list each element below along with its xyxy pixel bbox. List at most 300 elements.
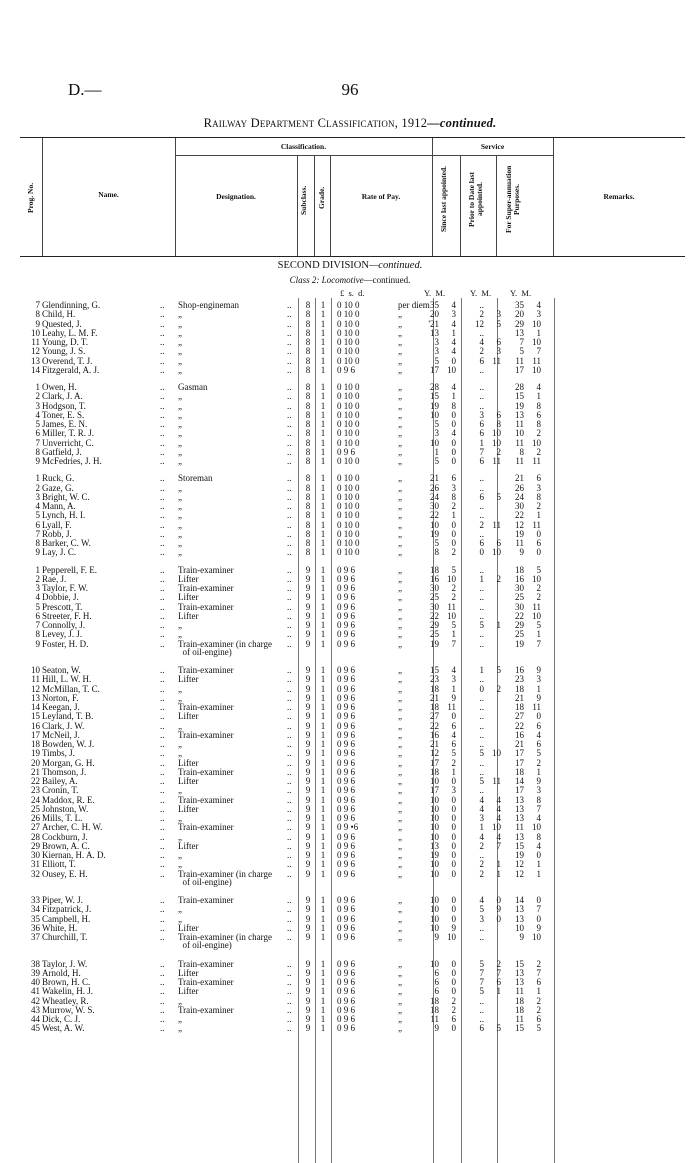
cell-gr: 1 [320, 822, 326, 833]
cell-ty: 25 [515, 629, 524, 640]
prog-no-header: Prog. No. [26, 182, 35, 214]
cell-sub: 9 [305, 601, 311, 612]
leader-dots: .. [287, 573, 292, 584]
cell-per: „ [398, 895, 402, 905]
cell-rate: 0 10 0 [337, 300, 360, 310]
cell-name: Barker, C. W. [42, 538, 91, 548]
cell-per: „ [398, 583, 402, 593]
cell-rate: 0 9 6 [337, 692, 355, 703]
cell-des: „ [178, 748, 182, 759]
cell-name: Arnold, H. [42, 967, 81, 978]
time-units-since: Y. M. [424, 288, 446, 298]
cell-sm: 4 [451, 337, 456, 347]
leader-dots: .. [287, 456, 292, 466]
cell-sub: 9 [305, 995, 311, 1006]
cell-des: Gasman [178, 382, 208, 392]
cell-per: „ [398, 720, 402, 731]
cell-rate: 0 10 0 [337, 456, 360, 466]
leader-dots: .. [160, 318, 165, 329]
cell-sub: 9 [305, 785, 311, 796]
cell-sm: 0 [451, 803, 456, 814]
time-units-super: Y. M. [510, 288, 532, 298]
cell-gr: 1 [320, 391, 326, 402]
cell-no: 13 [31, 692, 40, 703]
cell-gr: 1 [320, 868, 326, 879]
cell-des: „ [178, 629, 182, 640]
cell-sy: 18 [430, 702, 439, 712]
cell-tm: 5 [536, 564, 541, 575]
leader-dots: .. [287, 859, 292, 870]
cell-sub: 8 [305, 501, 311, 511]
cell-sub: 9 [305, 748, 311, 759]
leader-dots: .. [160, 958, 165, 969]
cell-tm: 8 [536, 491, 541, 502]
leader-dots: .. [287, 428, 292, 439]
cell-name: Churchill, T. [42, 932, 88, 942]
cell-rate: 0 9 6 [337, 674, 355, 685]
cell-des: Train-examiner [178, 822, 234, 833]
cell-py: 2 [479, 859, 484, 870]
cell-name: White, H. [42, 922, 78, 933]
cell-sub: 9 [305, 895, 311, 905]
cell-tm: 3 [536, 309, 541, 320]
cell-sub: 8 [305, 456, 311, 466]
cell-py: 1 [479, 822, 484, 833]
cell-name: Foster, H. D. [42, 638, 89, 649]
cell-sub: 8 [305, 437, 311, 448]
cell-sm: 8 [451, 400, 456, 411]
cell-name: Taylor, J. W. [42, 958, 88, 969]
cell-tm: 6 [536, 1014, 541, 1024]
cell-sy: 10 [430, 831, 439, 842]
cell-tm: 1 [536, 986, 541, 997]
leader-dots: .. [287, 382, 292, 392]
cell-sy: 18 [430, 995, 439, 1006]
cell-name: Brown, A. C. [42, 840, 90, 851]
leader-dots: .. [160, 620, 165, 630]
leader-dots: .. [287, 409, 292, 420]
cell-py: .. [479, 300, 484, 310]
cell-per: „ [398, 665, 402, 675]
cell-sy: 17 [430, 364, 439, 375]
leader-dots: .. [160, 1023, 165, 1034]
superannuation-header: For Super-annuation Purposes. [504, 165, 521, 233]
cell-no: 9 [35, 318, 40, 329]
cell-pm: 10 [492, 822, 501, 833]
cell-sm: 2 [451, 501, 456, 511]
cell-gr: 1 [320, 400, 326, 411]
cell-tm: 10 [532, 610, 541, 621]
cell-sm: 0 [451, 977, 456, 987]
cell-tm: 1 [536, 510, 541, 521]
cell-des: Lifter [178, 711, 199, 722]
cell-no: 7 [35, 300, 40, 310]
cell-des: Lifter [178, 922, 199, 933]
cell-tm: 0 [536, 913, 541, 924]
cell-sub: 9 [305, 831, 311, 842]
cell-des: Train-examiner [178, 958, 234, 969]
cell-gr: 1 [320, 564, 326, 575]
cell-py: .. [479, 702, 484, 712]
leader-dots: .. [160, 391, 165, 402]
cell-no: 45 [31, 1023, 40, 1034]
cell-per: „ [398, 547, 402, 558]
cell-pm: 1 [496, 868, 501, 879]
leader-dots: .. [160, 977, 165, 987]
cell-py: 2 [479, 309, 484, 320]
cell-sm: 0 [451, 776, 456, 786]
cell-per: „ [398, 327, 402, 338]
prior-to-date-header: Prior to Date last appointed. [467, 171, 484, 227]
cell-name: Robb, J. [42, 528, 72, 539]
cell-name: Prescott, T. [42, 601, 83, 612]
cell-ty: 22 [515, 610, 524, 621]
cell-name: Taylor, F. W. [42, 583, 89, 593]
cell-py: .. [479, 850, 484, 860]
cell-py: 4 [479, 803, 484, 814]
cell-no: 28 [31, 831, 40, 842]
cell-ty: 5 [519, 346, 524, 357]
cell-sy: 11 [430, 1014, 439, 1024]
cell-des: „ [178, 309, 182, 320]
leader-dots: .. [287, 702, 292, 712]
cell-gr: 1 [320, 510, 326, 521]
cell-pm: 4 [496, 803, 501, 814]
cell-tm: 0 [536, 528, 541, 539]
cell-name: Ruck, G. [42, 473, 75, 484]
cell-py: 2 [479, 346, 484, 357]
cell-tm: 4 [536, 300, 541, 310]
cell-pm: 5 [496, 491, 501, 502]
leader-dots: .. [160, 456, 165, 466]
cell-des: Train-examiner [178, 702, 234, 712]
cell-name: Cockburn, J. [42, 831, 88, 842]
cell-des: „ [178, 813, 182, 823]
cell-name: Johnston, W. [42, 803, 89, 814]
cell-sub: 8 [305, 355, 311, 366]
cell-sub: 9 [305, 683, 311, 694]
cell-name: Cronin, T. [42, 785, 79, 796]
cell-rate: 0 10 0 [337, 491, 360, 502]
cell-ty: 30 [515, 601, 524, 612]
cell-gr: 1 [320, 473, 326, 484]
cell-rate: 0 9 6 [337, 831, 355, 842]
cell-per: „ [398, 813, 402, 823]
cell-gr: 1 [320, 501, 326, 511]
cell-des: „ [178, 400, 182, 411]
cell-sm: 2 [451, 995, 456, 1006]
cell-tm: 4 [536, 813, 541, 823]
cell-sub: 9 [305, 739, 311, 749]
cell-rate: 0 10 0 [337, 510, 360, 521]
cell-des: Train-examiner [178, 729, 234, 740]
cell-ty: 21 [515, 473, 524, 484]
cell-sub: 8 [305, 428, 311, 439]
cell-sy: 18 [430, 766, 439, 777]
cell-sub: 9 [305, 720, 311, 731]
cell-ty: 25 [515, 592, 524, 603]
division-continued: —continued. [368, 260, 423, 271]
cell-py: .. [479, 757, 484, 768]
cell-gr: 1 [320, 601, 326, 612]
leader-dots: .. [287, 528, 292, 539]
cell-py: 0 [479, 683, 484, 694]
leader-dots: .. [287, 309, 292, 320]
cell-name: James, E. N. [42, 419, 88, 429]
cell-name: Keegan, J. [42, 702, 80, 712]
cell-gr: 1 [320, 1014, 326, 1024]
cell-sm: 1 [451, 510, 456, 521]
cell-sub: 9 [305, 674, 311, 685]
cell-rate: 0 9 6 [337, 859, 355, 870]
leader-dots: .. [287, 995, 292, 1006]
leader-dots: .. [287, 785, 292, 796]
table-row [0, 365, 700, 375]
cell-sub: 8 [305, 419, 311, 429]
cell-sm: 4 [451, 300, 456, 310]
leader-dots: .. [160, 967, 165, 978]
cell-ty: 21 [515, 739, 524, 749]
cell-name: Gatfield, J. [42, 446, 82, 457]
cell-sub: 8 [305, 547, 311, 558]
leader-dots: .. [287, 300, 292, 310]
leader-dots: .. [160, 859, 165, 870]
cell-sub: 8 [305, 364, 311, 375]
cell-sub: 8 [305, 337, 311, 347]
leader-dots: .. [287, 958, 292, 969]
leader-dots: .. [160, 1004, 165, 1015]
leader-dots: .. [160, 720, 165, 731]
cell-name: Owen, H. [42, 382, 77, 392]
cell-py: .. [479, 528, 484, 539]
cell-gr: 1 [320, 538, 326, 548]
cell-sub: 8 [305, 528, 311, 539]
cell-per: „ [398, 629, 402, 640]
cell-pm: 6 [496, 337, 501, 347]
cell-gr: 1 [320, 528, 326, 539]
cell-per: „ [398, 977, 402, 987]
cell-sm: 0 [451, 355, 456, 366]
cell-tm: 6 [536, 473, 541, 484]
leader-dots: .. [287, 895, 292, 905]
cell-des: Lifter [178, 967, 199, 978]
leader-dots: .. [287, 491, 292, 502]
cell-sm: 2 [451, 547, 456, 558]
cell-pm: 1 [496, 986, 501, 997]
leader-dots: .. [160, 913, 165, 924]
cell-ty: 35 [515, 300, 524, 310]
designation-continuation: of oil-engine) [178, 646, 232, 657]
cell-no: 6 [35, 519, 40, 530]
cell-per: „ [398, 564, 402, 575]
cell-py: .. [479, 785, 484, 796]
cell-gr: 1 [320, 683, 326, 694]
cell-rate: 0 9 6 [337, 583, 355, 593]
cell-no: 7 [35, 528, 40, 539]
cell-des: Storeman [178, 473, 213, 484]
name-header: Name. [98, 190, 119, 199]
cell-no: 5 [35, 419, 40, 429]
cell-name: Norton, F. [42, 692, 79, 703]
leader-dots: .. [160, 932, 165, 942]
cell-des: „ [178, 327, 182, 338]
cell-ty: 12 [515, 868, 524, 879]
cell-sm: 3 [451, 309, 456, 320]
cell-sy: 10 [430, 803, 439, 814]
cell-py: 6 [479, 355, 484, 366]
cell-sy: 3 [434, 346, 439, 357]
cell-gr: 1 [320, 932, 326, 942]
cell-sy: 19 [430, 850, 439, 860]
cell-no: 1 [35, 473, 40, 484]
cell-rate: 0 9 6 [337, 683, 355, 694]
cell-py: 5 [479, 986, 484, 997]
leader-dots: .. [160, 813, 165, 823]
cell-ty: 29 [515, 318, 524, 329]
cell-gr: 1 [320, 913, 326, 924]
cell-per: „ [398, 683, 402, 694]
cell-sy: 10 [430, 519, 439, 530]
cell-ty: 19 [515, 400, 524, 411]
cell-py: .. [479, 364, 484, 375]
leader-dots: .. [287, 1014, 292, 1024]
cell-sy: 10 [430, 822, 439, 833]
cell-sm: 0 [451, 840, 456, 851]
cell-gr: 1 [320, 620, 326, 630]
cell-name: Rae, J. [42, 573, 67, 584]
cell-gr: 1 [320, 629, 326, 640]
cell-gr: 1 [320, 850, 326, 860]
cell-py: .. [479, 501, 484, 511]
cell-no: 3 [35, 491, 40, 502]
cell-sm: 4 [451, 346, 456, 357]
cell-ty: 9 [519, 547, 524, 558]
cell-sm: 6 [451, 739, 456, 749]
cell-des: „ [178, 391, 182, 402]
leader-dots: .. [287, 840, 292, 851]
cell-per: „ [398, 456, 402, 466]
cell-gr: 1 [320, 573, 326, 584]
cell-sub: 8 [305, 473, 311, 484]
cell-ty: 13 [515, 904, 524, 915]
leader-dots: .. [287, 748, 292, 759]
cell-name: Streeter, F. H. [42, 610, 92, 621]
cell-gr: 1 [320, 318, 326, 329]
cell-des: „ [178, 1014, 182, 1024]
cell-no: 3 [35, 583, 40, 593]
cell-sm: 0 [451, 437, 456, 448]
cell-rate: 0 9 6 [337, 610, 355, 621]
leader-dots: .. [160, 904, 165, 915]
cell-sub: 8 [305, 409, 311, 420]
cell-name: Pepperell, F. E. [42, 564, 98, 575]
cell-py: 12 [475, 318, 484, 329]
cell-ty: 18 [515, 564, 524, 575]
cell-sub: 9 [305, 711, 311, 722]
cell-des: „ [178, 620, 182, 630]
table-row [0, 932, 700, 942]
cell-ty: 18 [515, 702, 524, 712]
cell-ty: 10 [515, 428, 524, 439]
cell-name: Bowden, W. J. [42, 739, 95, 749]
cell-py: .. [479, 510, 484, 521]
cell-sub: 8 [305, 346, 311, 357]
leader-dots: .. [287, 794, 292, 805]
cell-rate: 0 10 0 [337, 327, 360, 338]
class-label: Class 2: Locomotive [289, 275, 364, 285]
cell-name: Hill, L. W. H. [42, 674, 92, 685]
cell-name: Murrow, W. S. [42, 1004, 95, 1015]
cell-tm: 8 [536, 419, 541, 429]
cell-no: 2 [35, 482, 40, 493]
cell-name: Levey, J. J. [42, 629, 83, 640]
cell-sm: 0 [451, 967, 456, 978]
cell-py: 3 [479, 813, 484, 823]
cell-sy: 10 [430, 794, 439, 805]
cell-pm: 6 [496, 409, 501, 420]
leader-dots: .. [160, 850, 165, 860]
cell-ty: 24 [515, 491, 524, 502]
cell-sub: 9 [305, 967, 311, 978]
cell-gr: 1 [320, 419, 326, 429]
cell-per: per diem [398, 300, 430, 310]
cell-sy: 18 [430, 564, 439, 575]
cell-tm: 10 [532, 573, 541, 584]
cell-gr: 1 [320, 409, 326, 420]
cell-tm: 0 [536, 547, 541, 558]
leader-dots: .. [160, 309, 165, 320]
cell-tm: 6 [536, 720, 541, 731]
cell-des: „ [178, 739, 182, 749]
cell-no: 32 [31, 868, 40, 879]
cell-des: „ [178, 491, 182, 502]
cell-rate: 0 10 0 [337, 519, 360, 530]
cell-ty: 14 [515, 895, 524, 905]
cell-no: 29 [31, 840, 40, 851]
cell-per: „ [398, 620, 402, 630]
cell-gr: 1 [320, 729, 326, 740]
cell-no: 7 [35, 620, 40, 630]
cell-rate: 0 9 6 [337, 776, 355, 786]
leader-dots: .. [287, 803, 292, 814]
leader-dots: .. [287, 337, 292, 347]
cell-name: Overend, T. J. [42, 355, 93, 366]
cell-gr: 1 [320, 803, 326, 814]
cell-sy: 19 [430, 638, 439, 649]
table-row [0, 1023, 700, 1033]
cell-ty: 13 [515, 913, 524, 924]
cell-sy: 25 [430, 592, 439, 603]
cell-ty: 16 [515, 573, 524, 584]
cell-py: 3 [479, 409, 484, 420]
cell-rate: 0 9 6 [337, 739, 355, 749]
cell-name: Clark, J. W. [42, 720, 85, 731]
cell-rate: 0 9 6 [337, 629, 355, 640]
leader-dots: .. [160, 610, 165, 621]
cell-ty: 13 [515, 327, 524, 338]
cell-tm: 7 [536, 904, 541, 915]
cell-name: Campbell, H. [42, 913, 91, 924]
cell-tm: 2 [536, 428, 541, 439]
cell-tm: 11 [532, 456, 541, 466]
subclass-header: Subclass. [299, 185, 308, 215]
cell-py: .. [479, 610, 484, 621]
cell-tm: 10 [532, 337, 541, 347]
cell-sub: 9 [305, 776, 311, 786]
cell-rate: 0 9 6 [337, 702, 355, 712]
cell-gr: 1 [320, 300, 326, 310]
cell-per: „ [398, 803, 402, 814]
